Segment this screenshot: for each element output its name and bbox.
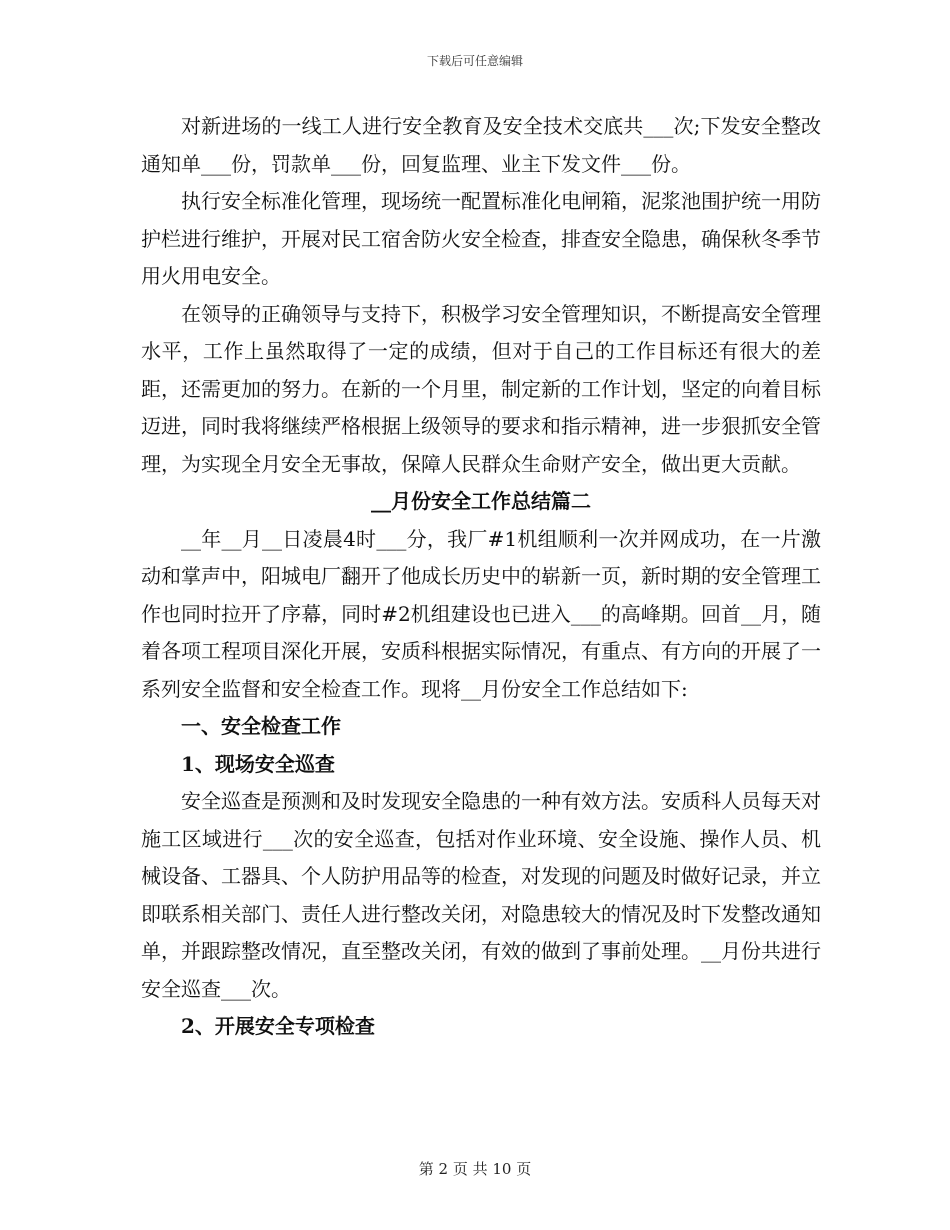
subsection-heading: 1、现场安全巡查 — [181, 751, 335, 776]
paragraph: __年__月__日凌晨4时___分，我厂#1机组顺利一次并网成功，在一片激动和掌声中，阳城电厂翻开了他成长历史中的崭新一页，新时期的安全管理工作也同时拉开了序幕，同时#2机组建设也已进入___的高峰期。回首__月，随着各项工程项目深化开展，安质科根据实际情况，有重点、有方向的开展了一系列安全监督和安全检查工作。现将__月份安全工作总结如下: — [141, 526, 821, 701]
paragraph: 对新进场的一线工人进行安全教育及安全技术交底共___次;下发安全整改通知单___份，罚款单___份，回复监理、业主下发文件___份。 — [141, 114, 821, 176]
section-title: __月份安全工作总结篇二 — [371, 489, 591, 513]
section-heading: 一、安全检查工作 — [181, 714, 341, 738]
document-body — [141, 108, 821, 1046]
page-header: 下载后可任意编辑 — [426, 54, 523, 68]
page-number: 第 2 页 共 10 页 — [418, 1160, 532, 1178]
paragraph: 执行安全标准化管理，现场统一配置标准化电闸箱，泥浆池围护统一用防护栏进行维护，开展对民工宿舍防火安全检查，排查安全隐患，确保秋冬季节用火用电安全。 — [141, 189, 821, 288]
subsection-heading: 2、开展安全专项检查 — [181, 1014, 375, 1038]
paragraph: 在领导的正确领导与支持下，积极学习安全管理知识，不断提高安全管理水平，工作上虽然取得了一定的成绩，但对于自己的工作目标还有很大的差距，还需更加的努力。在新的一个月里，制定新的工作计划，坚定的向着目标迈进，同时我将继续严格根据上级领导的要求和指示精神，进一步狠抓安全管理，为实现全月安全无事故，保障人民群众生命财产安全，做出更大贡献。 — [141, 301, 821, 476]
paragraph: 安全巡查是预测和及时发现安全隐患的一种有效方法。安质科人员每天对施工区域进行___次的安全巡查，包括对作业环境、安全设施、操作人员、机械设备、工器具、个人防护用品等的检查，对发现的问题及时做好记录，并立即联系相关部门、责任人进行整改关闭，对隐患较大的情况及时下发整改通知单，并跟踪整改情况，直至整改关闭，有效的做到了事前处理。__月份共进行安全巡查___次。 — [141, 789, 821, 1001]
